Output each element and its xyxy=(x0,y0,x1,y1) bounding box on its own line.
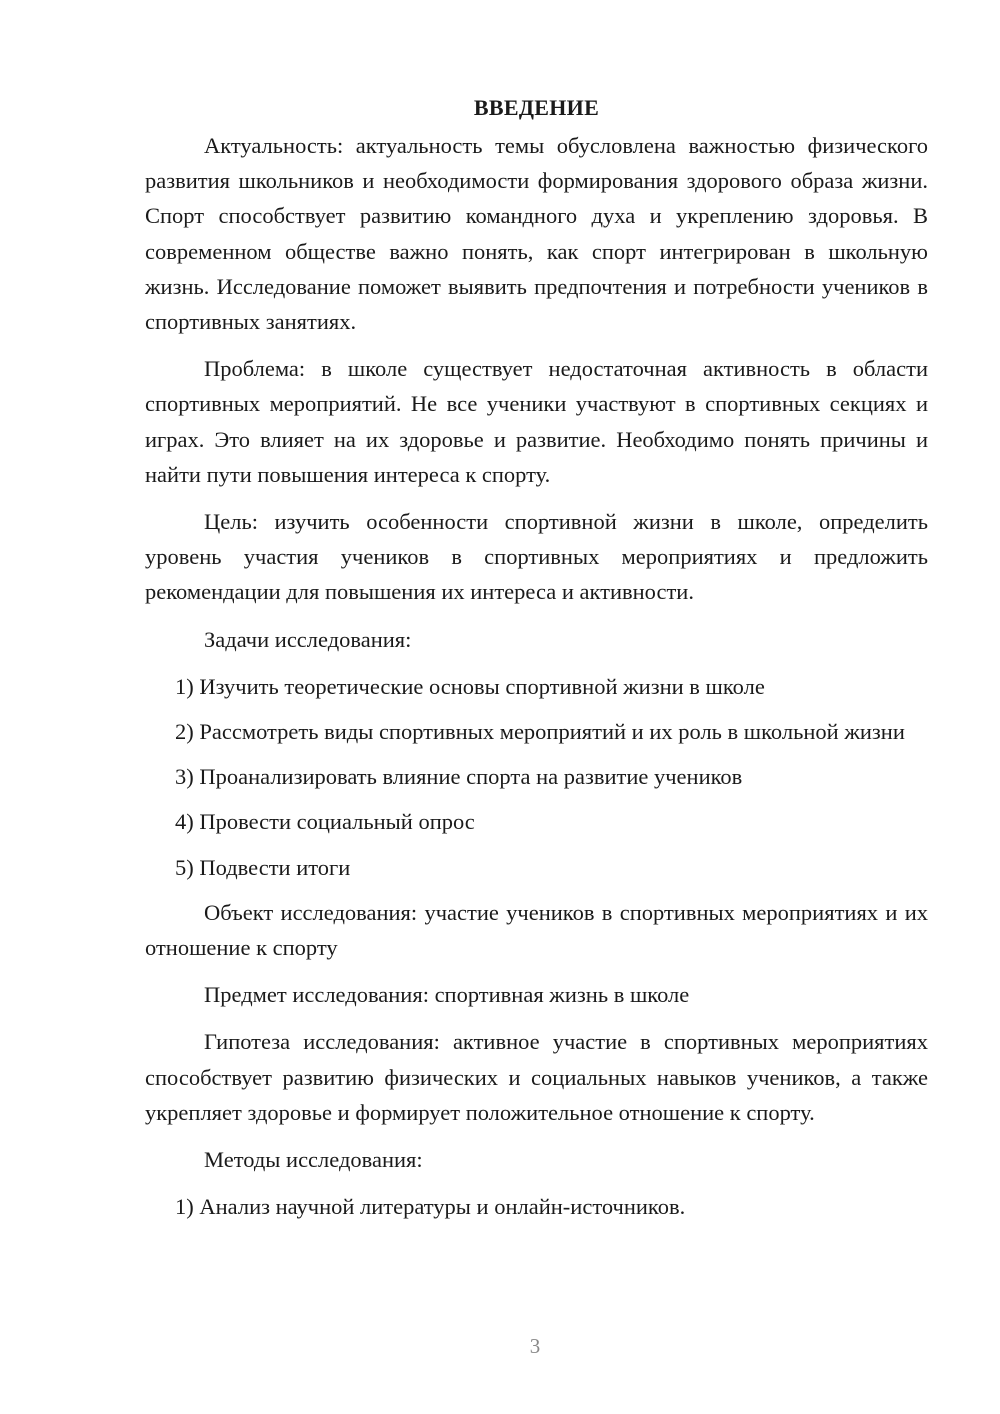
tasks-heading: Задачи исследования: xyxy=(204,626,412,652)
section-title: ВВЕДЕНИЕ xyxy=(473,95,600,120)
relevance-paragraph: Актуальность: актуальность темы обусловлена важностью физического развития школьников и необходимости формирования здорового образа жизни. Спорт способствует развитию командного духа и укреплению здоровья. В современном обществе важно понять, как спорт интегрирован в школьную жизнь. Исследование поможет выявить предпочтения и потребности учеников в спортивных занятиях. xyxy=(145,133,928,335)
task-item-5: 5) Подвести итоги xyxy=(175,854,351,880)
object-paragraph: Объект исследования: участие учеников в спортивных мероприятиях и их отношение к спорту xyxy=(145,899,928,961)
methods-heading: Методы исследования: xyxy=(204,1147,423,1173)
document-page xyxy=(145,90,928,1234)
task-item-1: 1) Изучить теоретические основы спортивной жизни в школе xyxy=(175,673,765,699)
problem-paragraph: Проблема: в школе существует недостаточная активность в области спортивных мероприятий. Не все ученики участвуют в спортивных секциях и играх. Это влияет на их здоровье и развитие. Необходимо понять причины и найти пути повышения интереса к спорту. xyxy=(145,356,928,487)
hypothesis-paragraph: Гипотеза исследования: активное участие в спортивных мероприятиях способствует развитию физических и социальных навыков учеников, а также укрепляет здоровье и формирует положительное отношение к спорту. xyxy=(145,1029,928,1125)
goal-paragraph: Цель: изучить особенности спортивной жизни в школе, определить уровень участия учеников в спортивных мероприятиях и предложить рекомендации для повышения их интереса и активности. xyxy=(145,509,928,605)
task-item-2: 2) Рассмотреть виды спортивных мероприятий и их роль в школьной жизни xyxy=(175,719,905,745)
method-item-1: 1) Анализ научной литературы и онлайн-источников. xyxy=(175,1194,686,1220)
task-item-4: 4) Провести социальный опрос xyxy=(175,809,475,835)
task-item-3: 3) Проанализировать влияние спорта на развитие учеников xyxy=(175,764,743,790)
page-number: 3 xyxy=(529,1334,541,1358)
subject-paragraph: Предмет исследования: спортивная жизнь в школе xyxy=(204,982,690,1008)
